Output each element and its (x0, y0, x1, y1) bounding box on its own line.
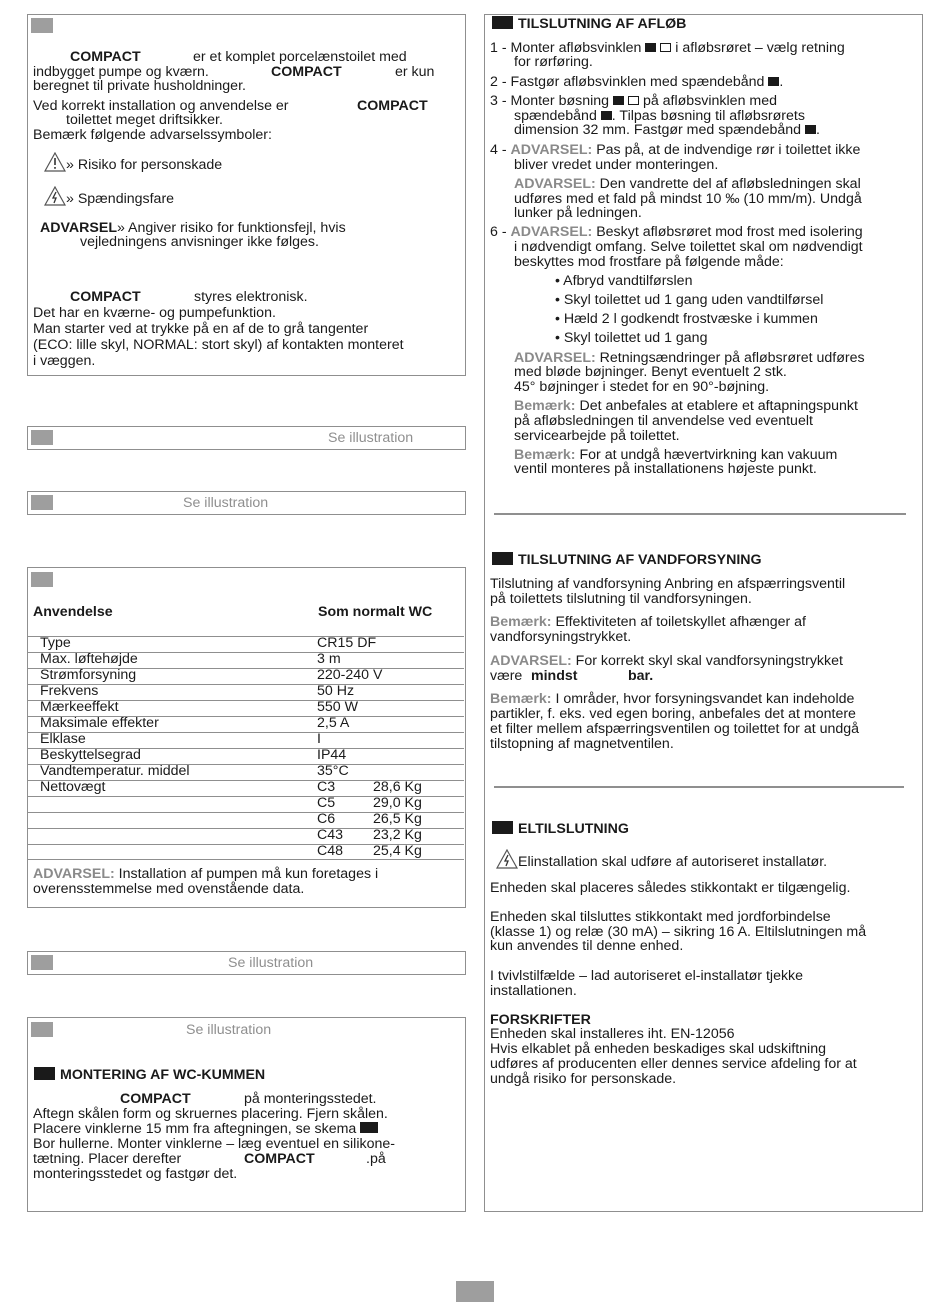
water-text: Effektiviteten af toiletskyllet afhænger af (555, 614, 806, 630)
see-illustration-label: Se illustration (186, 1022, 272, 1038)
advarsel-label: ADVARSEL: (514, 350, 596, 366)
water-text: For korrekt skyl skal vandforsyningstrykket (575, 653, 843, 669)
spec-value: 35°C (317, 763, 349, 779)
figure-marker (360, 1122, 378, 1133)
brand-name: COMPACT (244, 1151, 315, 1167)
water-text: et filter mellem afspærringsventilen og toilettet for at undgå (490, 721, 860, 737)
table-row (28, 748, 464, 764)
mounting-text-part: Placere vinklerne 15 mm fra aftegningen, se skema (33, 1121, 357, 1137)
brand-name: COMPACT (271, 64, 342, 80)
spec-value: 2,5 A (317, 715, 350, 731)
mounting-text: Aftegn skålen form og skruernes placering. Fjern skålen. (33, 1106, 388, 1122)
drain-title: TILSLUTNING AF AFLØB (518, 16, 687, 32)
illustration-box (27, 951, 466, 975)
spec-value: IP44 (317, 747, 347, 763)
elec-text: Elinstallation skal udføre af autoriseret installatør. (518, 854, 828, 870)
weight-value: 28,6 Kg (373, 779, 422, 795)
weight-value: 23,2 Kg (373, 827, 422, 843)
water-text: på toilettets tilslutning til vandforsyningen. (490, 591, 752, 607)
specs-warning-text: Installation af pumpen må kun foretages i (118, 866, 379, 882)
mounting-text: Bor hullerne. Monter vinklerne – læg eventuel en silikone- (33, 1136, 395, 1152)
elec-text: Enheden skal installeres iht. EN-12056 (490, 1026, 735, 1042)
symbol-row (44, 152, 222, 174)
specs-box (27, 567, 466, 908)
mounting-heading (34, 1067, 265, 1084)
specs-warning-text: overensstemmelse med ovenstående data. (33, 881, 305, 897)
elec-text: udføres af producenten eller dennes service afdeling for at (490, 1056, 857, 1072)
table-row (28, 684, 464, 700)
table-row (28, 716, 464, 732)
drain-step: 2 - Fastgør afløbsvinklen med spændebånd . (490, 74, 784, 90)
drain-text: lunker på ledningen. (514, 205, 642, 221)
intro-text: vejledningens anvisninger ikke følges. (80, 234, 319, 250)
note-label: Bemærk: (514, 447, 576, 463)
spec-value: 550 W (317, 699, 359, 715)
weight-model: C43 (317, 827, 344, 843)
elec-text: Hvis elkablet på enheden beskadiges skal udskiftning (490, 1041, 826, 1057)
drain-text: dimension 32 mm. Fastgør med spændebånd (514, 122, 802, 138)
see-illustration-label: Se illustration (328, 430, 414, 446)
weight-model: C5 (317, 795, 336, 811)
water-title: TILSLUTNING AF VANDFORSYNING (518, 552, 762, 568)
illustration-box (27, 491, 466, 515)
mounting-text: .på (366, 1151, 386, 1167)
advarsel-label: ADVARSEL (40, 220, 117, 236)
mounting-text: tætning. Placer derefter (33, 1151, 182, 1167)
elec-text: Enheden skal tilsluttes stikkontakt med jordforbindelse (490, 909, 831, 925)
water-text: bar. (628, 668, 654, 684)
drain-text: 6 - (490, 224, 507, 240)
water-text: være (490, 668, 523, 684)
figure-marker (492, 552, 513, 565)
figure-marker (628, 96, 639, 105)
illustration-box (27, 426, 466, 450)
weight-value: 26,5 Kg (373, 811, 422, 827)
elec-title: ELTILSLUTNING (518, 821, 629, 837)
drain-step: dimension 32 mm. Fastgør med spændebånd . (514, 122, 820, 138)
water-text: I områder, hvor forsyningsvandet kan indeholde (555, 691, 855, 707)
table-row (28, 828, 464, 844)
drain-text: på afløbsledningen til anvendelse ved eventuelt (514, 413, 813, 429)
spec-value: CR15 DF (317, 635, 377, 651)
section-divider (494, 513, 906, 515)
drain-text: i nødvendigt omfang. Selve toilettet skal om nødvendigt (514, 239, 863, 255)
symbol-label: » Spændingsfare (66, 191, 175, 207)
spec-value: I (317, 731, 321, 747)
water-text: partikler, f. eks. ved egen boring, anbefales det at montere (490, 706, 856, 722)
mounting-text: monteringsstedet og fastgør det. (33, 1166, 238, 1182)
specs-col-header: Som normalt WC (318, 604, 433, 620)
regulations-title: FORSKRIFTER (490, 1012, 591, 1028)
warning-triangle-icon (44, 152, 66, 172)
intro-text: styres elektronisk. (194, 289, 308, 305)
table-row (28, 732, 464, 748)
advarsel-label: ADVARSEL: (490, 653, 572, 669)
note-label: Bemærk: (490, 691, 552, 707)
drain-text: i afløbsrøret – vælg retning (675, 40, 845, 56)
table-row (28, 764, 464, 780)
figure-marker (492, 16, 513, 29)
brand-name: COMPACT (120, 1091, 191, 1107)
elec-text: (klasse 1) og relæ (30 mA) – sikring 16 A. Eltilslutningen må (490, 924, 867, 940)
elec-heading (492, 821, 629, 838)
water-text: tilstopning af magnetventilen. (490, 736, 674, 752)
section-marker (31, 572, 53, 587)
specs-col-header: Anvendelse (33, 604, 113, 620)
table-row (28, 636, 464, 652)
drain-text: servicearbejde på toilettet. (514, 428, 680, 444)
drain-text: på afløbsvinklen med (642, 93, 777, 109)
intro-text: Man starter ved at trykke på en af de to grå tangenter (33, 321, 369, 337)
symbol-row (44, 186, 174, 208)
table-row (28, 668, 464, 684)
table-row (28, 700, 464, 716)
drain-text: Den vandrette del af afløbsledningen skal (599, 176, 861, 192)
brand-name: COMPACT (357, 98, 428, 114)
advarsel-label: ADVARSEL: (514, 176, 596, 192)
bullet-text: Hæld 2 l godkendt frostvæske i kummen (563, 311, 818, 327)
brand-name: COMPACT (70, 49, 141, 65)
water-text: vandforsyningstrykket. (490, 629, 632, 645)
intro-text: indbygget pumpe og kværn. (33, 64, 209, 80)
spec-label: Mærkeeffekt (40, 699, 119, 715)
figure-marker (645, 43, 656, 52)
section-divider (494, 786, 904, 788)
drain-text: 1 - Monter afløbsvinklen (490, 40, 642, 56)
figure-marker (601, 111, 612, 120)
table-row (28, 652, 464, 668)
section-marker (31, 18, 53, 33)
drain-text: bliver vredet under monteringen. (514, 157, 719, 173)
note-label: Bemærk: (490, 614, 552, 630)
elec-text: installationen. (490, 983, 577, 999)
elec-text: kun anvendes til denne enhed. (490, 938, 684, 954)
drain-text: spændebånd (514, 108, 597, 124)
figure-marker (805, 125, 816, 134)
intro-text: toilettet meget driftsikker. (66, 112, 223, 128)
spec-label: Frekvens (40, 683, 99, 699)
see-illustration-label: Se illustration (183, 495, 269, 511)
spec-label: Vandtemperatur. middel (40, 763, 190, 779)
spec-label: Type (40, 635, 71, 651)
mounting-box (27, 1017, 466, 1212)
section-marker (31, 495, 53, 510)
symbol-label: » Risiko for personskade (66, 157, 223, 173)
water-text: Tilslutning af vandforsyning Anbring en afspærringsventil (490, 576, 846, 592)
spec-label: Beskyttelsegrad (40, 747, 141, 763)
drain-text: med bløde bøjninger. Benyt eventuelt 2 stk. (514, 364, 787, 380)
table-row (28, 812, 464, 828)
list-item: • Hæld 2 l godkendt frostvæske i kummen (555, 311, 818, 327)
intro-text: (ECO: lille skyl, NORMAL: stort skyl) af kontakten monteret (33, 337, 404, 353)
advarsel-label: ADVARSEL: (510, 142, 593, 158)
figure-marker (768, 77, 779, 86)
elec-warning (496, 849, 827, 871)
bullet-text: Afbryd vandtilførslen (563, 273, 693, 289)
drain-text: Beskyt afløbsrøret mod frost med isolering (596, 224, 863, 240)
drain-text: 3 - Monter bøsning (490, 93, 610, 109)
figure-marker (660, 43, 671, 52)
mounting-text: på monteringsstedet. (244, 1091, 377, 1107)
drain-text: Retningsændringer på afløbsrøret udføres (599, 350, 865, 366)
specs-table (28, 636, 464, 861)
drain-text: 45° bøjninger i stedet for en 90°-bøjning. (514, 379, 770, 395)
figure-marker (492, 821, 513, 834)
weight-value: 25,4 Kg (373, 843, 422, 859)
weight-model: C3 (317, 779, 336, 795)
intro-text: Det har en kværne- og pumpefunktion. (33, 305, 276, 321)
intro-text: » Angiver risiko for funktionsfejl, hvis (116, 220, 346, 236)
spec-label: Maksimale effekter (40, 715, 159, 731)
intro-box (27, 14, 466, 376)
drain-text: udføres med et fald på mindst 10 ‰ (10 mm/m). Undgå (514, 191, 862, 207)
drain-text: beskyttes mod frostfare på følgende måde: (514, 254, 784, 270)
drain-text: Pas på, at de indvendige rør i toilettet ikke (596, 142, 861, 158)
spec-label: Nettovægt (40, 779, 106, 795)
section-marker (31, 1022, 53, 1037)
weight-model: C6 (317, 811, 336, 827)
weight-model: C48 (317, 843, 344, 859)
intro-text: Ved korrekt installation og anvendelse er (33, 98, 289, 114)
note-label: Bemærk: (514, 398, 576, 414)
drain-text: 2 - Fastgør afløbsvinklen med spændebånd (490, 74, 765, 90)
drain-text: Det anbefales at etablere et aftapningspunkt (579, 398, 858, 414)
spec-value: 220-240 V (317, 667, 383, 683)
weight-value: 29,0 Kg (373, 795, 422, 811)
drain-text: For at undgå hævertvirkning kan vakuum (579, 447, 838, 463)
intro-text: beregnet til private husholdninger. (33, 78, 246, 94)
intro-text: i væggen. (33, 353, 96, 369)
water-text: mindst (531, 668, 578, 684)
spec-value: 3 m (317, 651, 341, 667)
advarsel-label: ADVARSEL: (33, 866, 115, 882)
see-illustration-label: Se illustration (228, 955, 314, 971)
water-heading (492, 552, 762, 569)
table-row (28, 844, 464, 860)
drain-text: ventil monteres på installationens højeste punkt. (514, 461, 817, 477)
list-item: • Skyl toilettet ud 1 gang uden vandtilførsel (555, 292, 824, 308)
advarsel-label: ADVARSEL: (510, 224, 593, 240)
page-number-tab (456, 1281, 494, 1302)
bullet-text: Skyl toilettet ud 1 gang (563, 330, 708, 346)
list-item: • Afbryd vandtilførslen (555, 273, 693, 289)
table-row (28, 780, 464, 796)
elec-text: Enheden skal placeres således stikkontakt er tilgængelig. (490, 880, 851, 896)
section-marker (31, 430, 53, 445)
spec-label: Strømforsyning (40, 667, 137, 683)
spec-value: 50 Hz (317, 683, 355, 699)
intro-text: er kun (395, 64, 435, 80)
brand-name: COMPACT (70, 289, 141, 305)
drain-text: 4 - (490, 142, 507, 158)
intro-text: er et komplet porcelænstoilet med (193, 49, 407, 65)
list-item: • Skyl toilettet ud 1 gang (555, 330, 708, 346)
drain-heading (492, 16, 686, 33)
voltage-warning-icon (496, 849, 518, 869)
figure-marker (34, 1067, 55, 1080)
drain-text: . Tilpas bøsning til afløbsrørets (611, 108, 805, 124)
bullet-text: Skyl toilettet ud 1 gang uden vandtilførsel (563, 292, 824, 308)
section-marker (31, 955, 53, 970)
table-row (28, 796, 464, 812)
voltage-warning-icon (44, 186, 66, 206)
spec-label: Elklase (40, 731, 86, 747)
mounting-title: MONTERING AF WC-KUMMEN (60, 1067, 266, 1083)
elec-text: I tvivlstilfælde – lad autoriseret el-installatør tjekke (490, 968, 804, 984)
drain-text: for rørføring. (514, 54, 593, 70)
figure-marker (613, 96, 624, 105)
spec-label: Max. løftehøjde (40, 651, 138, 667)
intro-text: Bemærk følgende advarselssymboler: (33, 127, 272, 143)
right-column-box (484, 14, 923, 1212)
elec-text: undgå risiko for personskade. (490, 1071, 677, 1087)
